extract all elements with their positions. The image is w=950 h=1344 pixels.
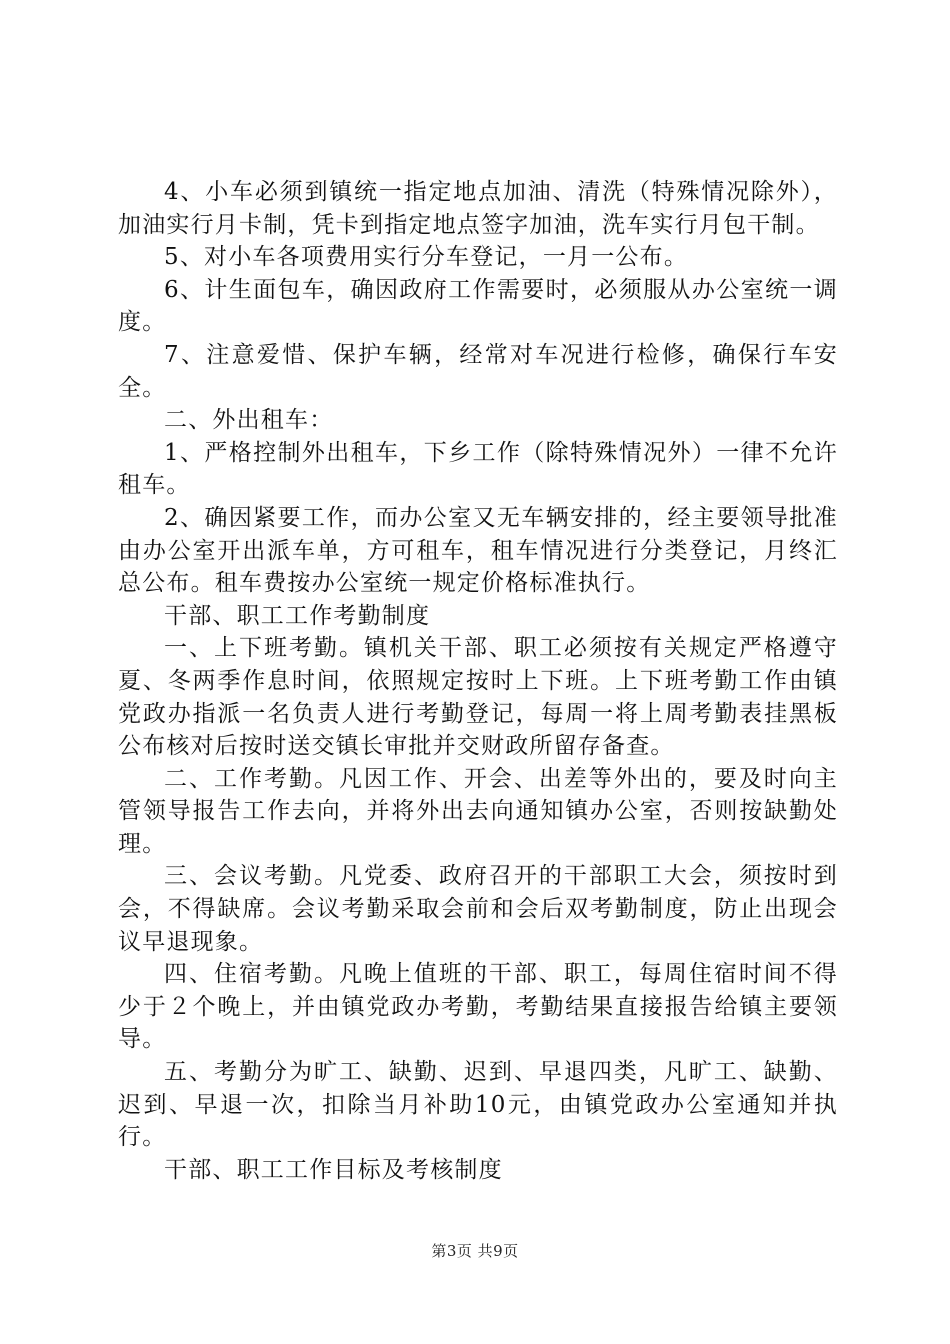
section-heading-goals-assessment: 干部、职工工作目标及考核制度 — [164, 1156, 503, 1183]
paragraph-office-hours-attendance: 一、上下班考勤。镇机关干部、职工必须按有关规定严格遵守夏、冬两季作息时间，依照规定按时上下班。上下班考勤工作由镇党政办指派一名负责人进行考勤登记，每周一将上周考勤表挂黑板公布核对后按时送交镇长审批并交财政所留存备查。 — [118, 635, 838, 760]
document-body — [118, 176, 838, 1186]
paragraph-rental-restriction: 1、严格控制外出租车，下乡工作（除特殊情况外）一律不允许租车。 — [118, 439, 838, 499]
paragraph-meeting-attendance: 三、会议考勤。凡党委、政府召开的干部职工大会，须按时到会，不得缺席。会议考勤采取会前和会后双考勤制度，防止出现会议早退现象。 — [118, 863, 838, 955]
page-number-footer: 第3页 共9页 — [431, 1242, 519, 1260]
paragraph-work-attendance: 二、工作考勤。凡因工作、开会、出差等外出的，要及时向主管领导报告工作去向，并将外出去向通知镇办公室，否则按缺勤处理。 — [118, 765, 838, 857]
paragraph-lodging-attendance: 四、住宿考勤。凡晚上值班的干部、职工，每周住宿时间不得少于２个晚上，并由镇党政办考勤，考勤结果直接报告给镇主要领导。 — [118, 961, 838, 1053]
section-heading-attendance-system: 干部、职工工作考勤制度 — [164, 602, 431, 629]
paragraph-vehicle-fuel-rule: 4、小车必须到镇统一指定地点加油、清洗（特殊情况除外），加油实行月卡制，凭卡到指定地点签字加油，洗车实行月包干制。 — [118, 179, 838, 238]
paragraph-attendance-penalty: 五、考勤分为旷工、缺勤、迟到、早退四类，凡旷工、缺勤、迟到、早退一次，扣除当月补助10元，由镇党政办公室通知并执行。 — [118, 1059, 838, 1151]
paragraph-vehicle-maintenance: 7、注意爱惜、保护车辆，经常对车况进行检修，确保行车安全。 — [118, 341, 838, 401]
paragraph-vehicle-cost-registration: 5、对小车各项费用实行分车登记，一月一公布。 — [164, 244, 689, 271]
paragraph-rental-approval: 2、确因紧要工作，而办公室又无车辆安排的，经主要领导批准由办公室开出派车单，方可租车，租车情况进行分类登记，月终汇总公布。租车费按办公室统一规定价格标准执行。 — [118, 504, 838, 597]
section-heading-car-rental: 二、外出租车： — [164, 407, 334, 434]
paragraph-family-planning-van: 6、计生面包车，确因政府工作需要时，必须服从办公室统一调度。 — [118, 276, 838, 336]
